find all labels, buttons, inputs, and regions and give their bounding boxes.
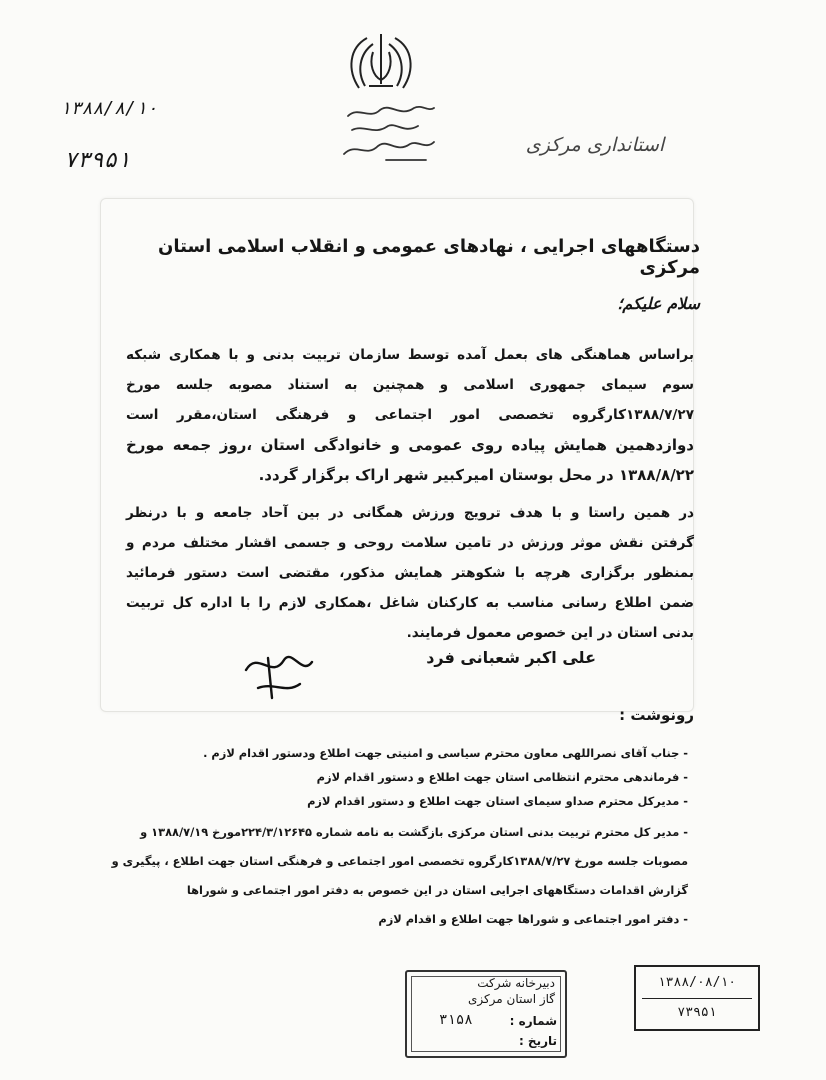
ostandari-title: استانداری مرکزی [525,134,665,156]
stamp-company: گاز استان مرکزی [467,992,555,1006]
stamp-number: ۳۱۵۸ [439,1012,473,1028]
copy-item: - جناب آقای نصراللهی معاون محترم سیاسی و امنیتی جهت اطلاع ودستور اقدام لازم . [203,746,688,760]
date-number-box [634,965,760,1031]
salutation: سلام علیکم؛ [617,294,700,313]
body-line: براساس هماهنگی های بعمل آمده توسط سازمان تربیت بدنی و با همکاری شبکه [126,347,694,363]
body-line: سوم سیمای جمهوری اسلامی و همچنین به استناد مصوبه جلسه مورخ [126,377,694,393]
copy-item: - مدیر کل محترم تربیت بدنی استان مرکزی بازگشت به نامه شماره ۲۲۴/۳/۱۲۶۴۵مورخ ۱۳۸۸/۷/۱۹ و مصوبات جلسه مورخ ۱۳۸۸/۷/۲۷کارگروه تخصصی امور اجتماعی و فرهنگی استان جهت اطلاع ، پیگیری و گزارش اقدامات دستگاههای اجرایی استان در این خصوص به دفتر امور اجتماعی و شوراها [111,825,688,897]
body-line-highlight: ۱۳۸۸/۸/۲۲ در محل بوستان امیرکبیر شهر اراک برگزار گردد. [258,466,694,484]
stamp-date-label: تاریخ : [518,1034,557,1048]
copy-item: - دفتر امور اجتماعی و شوراها جهت اطلاع و اقدام لازم [378,912,688,926]
header-date: ۱۳۸۸/۸/۱۰ [60,98,158,119]
org-script-logo [330,96,450,170]
body-paragraph-1 [126,340,694,490]
registry-stamp [405,970,567,1058]
body-line-highlight: دوازدهمین همایش پیاده روی عمومی و خانوادگی استان ،روز جمعه مورخ [126,436,694,454]
body-paragraph-2 [126,498,694,648]
box-divider [642,998,752,999]
body-line: گرفتن نقش موثر ورزش در تامین سلامت روحی و جسمی اقشار مختلف مردم و [126,535,694,551]
header-letter-number: ۷۳۹۵۱ [64,148,131,173]
copy-item: - فرماندهی محترم انتظامی استان جهت اطلاع و دستور اقدام لازم [316,770,688,784]
box-date: ۱۳۸۸/۰۸/۱۰ [657,975,737,990]
box-number: ۷۳۹۵۱ [677,1005,717,1020]
body-line: بمنظور برگزاری هرچه با شکوهتر همایش مذکور، مقتضی است دستور فرمائید [126,565,694,581]
signature-scribble [238,640,378,704]
emblem-icon [345,30,417,92]
stamp-number-label: شماره : [509,1014,557,1028]
stamp-office: دبیرخانه شرکت [477,976,555,990]
copy-item: - مدیرکل محترم صداو سیمای استان جهت اطلاع و دستور اقدام لازم [307,794,688,808]
addressee-heading: دستگاههای اجرایی ، نهادهای عمومی و انقلاب اسلامی استان مرکزی [157,236,700,278]
body-line: ۱۳۸۸/۷/۲۷کارگروه تخصصی امور اجتماعی و فرهنگی استان،مقرر است [126,407,694,423]
body-line: بدنی استان در این خصوص معمول فرمایند. [406,625,694,641]
body-line: ضمن اطلاع رسانی مناسب به کارکنان شاغل ،همکاری لازم را با اداره کل تربیت [126,595,694,611]
body-line: در همین راستا و با هدف ترویج ورزش همگانی در بین آحاد جامعه و با درنظر [126,505,694,521]
signatory-name: علی اکبر شعبانی فرد [426,648,596,667]
copies-title: رونوشت : [619,706,694,724]
